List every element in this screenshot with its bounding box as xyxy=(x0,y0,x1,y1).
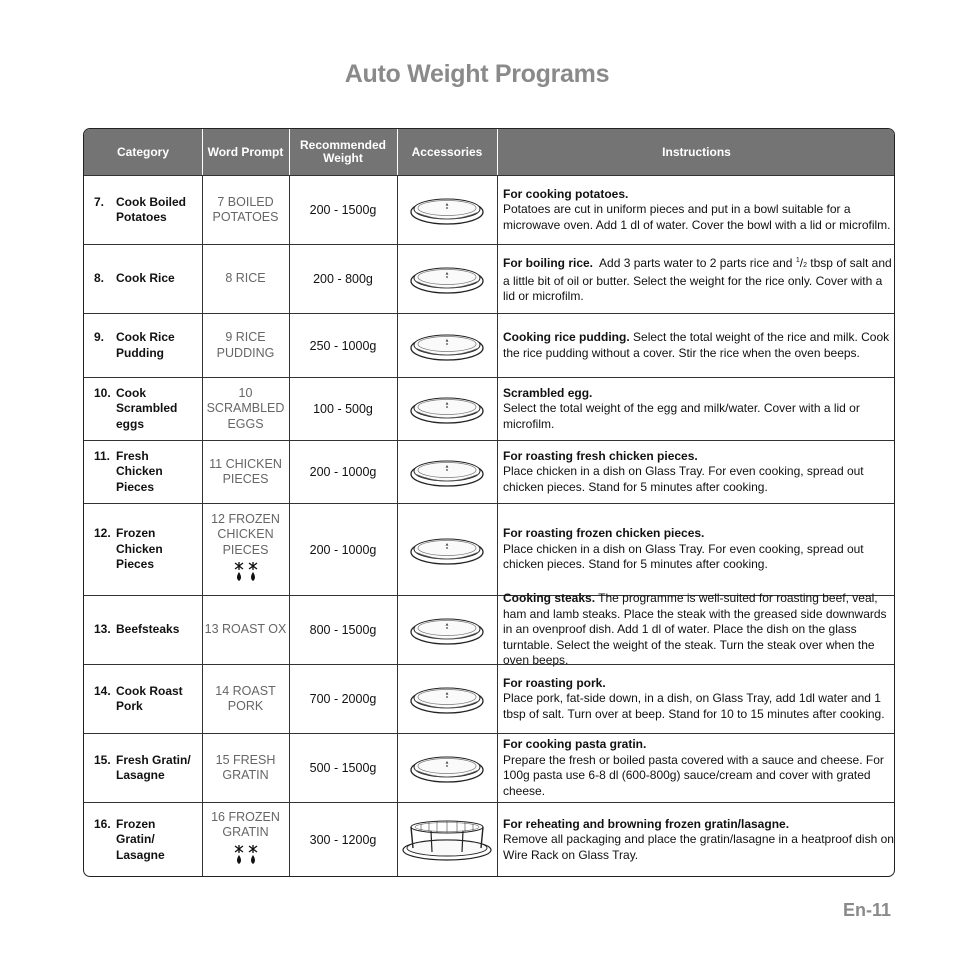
category-name: Cook Boiled Potatoes xyxy=(116,194,187,224)
word-prompt-cell xyxy=(202,734,289,802)
instructions-cell: For roasting pork. Place pork, fat-side down, in a dish, on Glass Tray, add 1dl water and 1 tbsp of salt. Turn over at beep. Stand for 10 to 15 minutes after cooking. xyxy=(503,675,885,721)
recommended-weight: 100 - 500g xyxy=(313,402,373,416)
accessory-cell xyxy=(397,665,497,733)
program-number: 15. xyxy=(94,752,111,767)
word-prompt-cell xyxy=(202,245,289,313)
table-row xyxy=(84,377,895,440)
header-recommended-weight: Recommended Weight xyxy=(299,138,387,165)
word-prompt: 12 FROZEN CHICKEN PIECES xyxy=(211,511,280,557)
table-row xyxy=(84,591,895,668)
instructions-cell: For reheating and browning frozen gratin/lasagne. Remove all packaging and place the gratin/lasagne in a heatproof dish on Wire Rack on Glass Tray. xyxy=(503,816,894,862)
page-title: Auto Weight Programs xyxy=(344,60,610,88)
weight-cell xyxy=(289,596,397,664)
instructions-cell: For roasting fresh chicken pieces. Place chicken in a dish on Glass Tray. For even cooking, spread out chicken pieces. Stand for 5 minutes after cooking. xyxy=(503,448,864,494)
defrost-icon xyxy=(232,844,260,871)
category-name: Cook Rice Pudding xyxy=(116,330,175,360)
category-name: Cook Rice xyxy=(116,271,175,286)
category-name: Beefsteaks xyxy=(116,622,180,637)
glass-tray-icon xyxy=(409,751,485,785)
program-number: 12. xyxy=(94,526,111,541)
table-row xyxy=(84,664,895,733)
category-cell xyxy=(84,176,202,244)
weight-cell xyxy=(289,176,397,244)
category-cell xyxy=(84,734,202,802)
category-name: Cook Roast Pork xyxy=(116,683,183,713)
word-prompt-cell xyxy=(202,803,289,877)
table-row xyxy=(84,440,895,503)
table-row xyxy=(84,175,895,244)
program-number: 11. xyxy=(94,448,111,463)
header-instructions: Instructions xyxy=(662,144,731,159)
defrost-icon xyxy=(232,561,260,588)
accessory-cell xyxy=(397,176,497,244)
word-prompt-cell xyxy=(202,176,289,244)
word-prompt: 15 FRESH GRATIN xyxy=(215,752,276,782)
program-number: 9. xyxy=(94,330,105,344)
word-prompt: 11 CHICKEN PIECES xyxy=(209,456,282,486)
instructions-cell: For roasting frozen chicken pieces. Place chicken in a dish on Glass Tray. For even cooking, spread out chicken pieces. Stand for 5 minutes after cooking. xyxy=(503,526,864,572)
program-number: 14. xyxy=(94,683,111,698)
page-number: En-11 xyxy=(843,900,892,920)
word-prompt-cell xyxy=(202,441,289,503)
glass-tray-icon xyxy=(409,682,485,716)
weight-cell xyxy=(289,378,397,440)
glass-tray-icon xyxy=(409,533,485,567)
instructions-cell: Cooking steaks. The programme is well-suited for roasting beef, veal, ham and lamb steaks. Place the steak with the greased side downwards in an ovenproof dish. Add 1 dl of water. Place the dish on the glass turntable. Select the weight of the steak. Turn the steak over when the oven beeps. xyxy=(503,591,887,668)
word-prompt-cell xyxy=(202,378,289,440)
program-number: 10. xyxy=(94,385,111,400)
word-prompt-cell xyxy=(202,504,289,595)
auto-weight-table xyxy=(83,128,895,877)
weight-cell xyxy=(289,245,397,313)
accessory-cell xyxy=(397,378,497,440)
program-number: 16. xyxy=(94,816,111,831)
category-cell xyxy=(84,378,202,440)
weight-cell xyxy=(289,665,397,733)
category-cell xyxy=(84,596,202,664)
wire-rack-on-tray-icon xyxy=(401,818,493,862)
word-prompt: 8 RICE xyxy=(225,271,266,286)
header-accessories: Accessories xyxy=(411,144,483,159)
accessory-cell xyxy=(397,596,497,664)
category-cell xyxy=(84,441,202,503)
weight-cell xyxy=(289,803,397,877)
weight-cell xyxy=(289,734,397,802)
header-word-prompt: Word Prompt xyxy=(207,144,284,159)
table-row xyxy=(84,313,895,377)
word-prompt: 14 ROAST PORK xyxy=(215,683,276,713)
recommended-weight: 500 - 1500g xyxy=(309,761,377,775)
glass-tray-icon xyxy=(409,613,485,647)
word-prompt: 7 BOILED POTATOES xyxy=(212,194,279,224)
accessory-cell xyxy=(397,803,497,877)
glass-tray-icon xyxy=(409,392,485,426)
recommended-weight: 800 - 1500g xyxy=(309,623,377,637)
glass-tray-icon xyxy=(409,193,485,227)
category-cell xyxy=(84,665,202,733)
recommended-weight: 200 - 1500g xyxy=(309,203,377,217)
program-number: 8. xyxy=(94,271,105,286)
category-name: Frozen Gratin/ Lasagne xyxy=(116,816,165,862)
category-cell xyxy=(84,504,202,595)
accessory-cell xyxy=(397,734,497,802)
category-cell xyxy=(84,314,202,377)
glass-tray-icon xyxy=(409,455,485,489)
recommended-weight: 200 - 800g xyxy=(313,272,373,286)
word-prompt-cell xyxy=(202,596,289,664)
instructions-cell: For cooking pasta gratin. Prepare the fresh or boiled pasta covered with a sauce and cheese. For 100g pasta use 6-8 dl (600-800g) sauce/cream and cover with grated cheese. xyxy=(503,737,884,798)
word-prompt: 9 RICE PUDDING xyxy=(216,330,275,360)
table-row xyxy=(84,503,895,595)
word-prompt-cell xyxy=(202,314,289,377)
word-prompt: 13 ROAST OX xyxy=(204,622,287,637)
glass-tray-icon xyxy=(409,329,485,363)
instructions-cell: Cooking rice pudding. Select the total weight of the rice and milk. Cook the rice pudding without a cover. Stir the rice when the oven beeps. xyxy=(503,330,890,360)
accessory-cell xyxy=(397,245,497,313)
recommended-weight: 300 - 1200g xyxy=(309,833,377,847)
program-number: 7. xyxy=(94,194,105,209)
recommended-weight: 700 - 2000g xyxy=(309,692,377,706)
accessory-cell xyxy=(397,314,497,377)
program-number: 13. xyxy=(94,622,111,637)
header-category: Category xyxy=(116,144,169,159)
word-prompt-cell xyxy=(202,665,289,733)
category-name: Fresh Gratin/ Lasagne xyxy=(116,752,191,782)
word-prompt: 10 SCRAMBLED EGGS xyxy=(206,385,285,431)
instructions-cell: Scrambled egg. Select the total weight of the egg and milk/water. Cover with a lid or microfilm. xyxy=(503,385,860,431)
recommended-weight: 250 - 1000g xyxy=(309,338,377,353)
instructions-cell: For boiling rice. Add 3 parts water to 2 parts rice and $^1$/2 tbsp of salt and a little bit of oil or butter. Select the weight for the rice only. Cover with a lid or microfilm. xyxy=(503,256,892,304)
category-name: Cook Scrambled eggs xyxy=(116,385,178,431)
weight-cell xyxy=(289,504,397,595)
glass-tray-icon xyxy=(409,262,485,296)
table-row xyxy=(84,733,895,802)
table-header xyxy=(84,129,895,175)
word-prompt: 16 FROZEN GRATIN xyxy=(211,809,280,840)
accessory-cell xyxy=(397,441,497,503)
category-cell xyxy=(84,803,202,877)
category-name: Frozen Chicken Pieces xyxy=(116,526,163,572)
category-cell xyxy=(84,245,202,313)
weight-cell xyxy=(289,441,397,503)
table-row xyxy=(84,244,895,313)
category-name: Fresh Chicken Pieces xyxy=(116,448,163,494)
accessory-cell xyxy=(397,504,497,595)
weight-cell xyxy=(289,314,397,377)
table-row xyxy=(84,802,895,877)
instructions-cell: For cooking potatoes. Potatoes are cut in uniform pieces and put in a bowl suitable for a microwave oven. Add 1 dl of water. Cover the bowl with a lid or microfilm. xyxy=(503,186,891,232)
recommended-weight: 200 - 1000g xyxy=(309,465,377,479)
recommended-weight: 200 - 1000g xyxy=(309,542,377,557)
